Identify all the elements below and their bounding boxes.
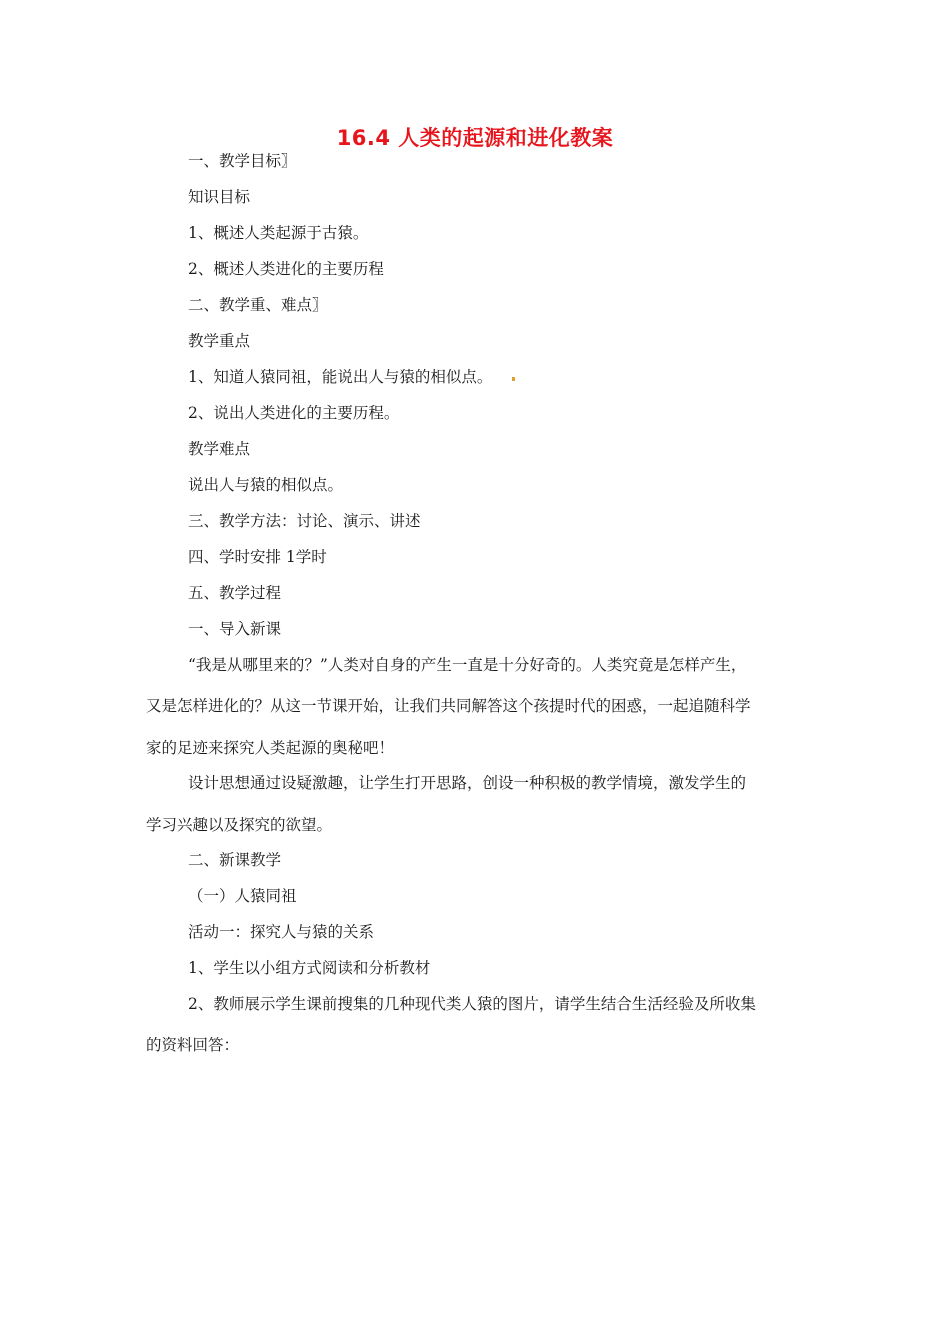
key-point-item-2: 2、说出人类进化的主要历程。 (188, 404, 400, 422)
activity-step-2-line-2: 的资料回答： (146, 1036, 240, 1054)
design-paragraph-line-1: 设计思想通过设疑激趣，让学生打开思路，创设一种积极的教学情境，激发学生的 (188, 774, 747, 792)
section-heading-objectives: 一、教学目标〗 (188, 152, 297, 170)
intro-paragraph-line-2: 又是怎样进化的？从这一节课开始，让我们共同解答这个孩提时代的困惑，一起追随科学 (146, 697, 751, 715)
section-heading-process: 五、教学过程 (188, 584, 282, 602)
difficulty-item: 说出人与猿的相似点。 (188, 476, 344, 494)
subheading-common-ancestor: （一）人猿同祖 (188, 887, 297, 905)
subheading-knowledge-objectives: 知识目标 (188, 188, 251, 206)
activity-step-1: 1、学生以小组方式阅读和分析教材 (188, 959, 431, 977)
intro-paragraph-line-3: 家的足迹来探究人类起源的奥秘吧！ (146, 739, 395, 757)
section-heading-schedule: 四、学时安排 1学时 (188, 548, 327, 566)
scan-mark (512, 377, 515, 381)
design-paragraph-line-2: 学习兴趣以及探究的欲望。 (146, 816, 333, 834)
subheading-new-lesson: 二、新课教学 (188, 851, 282, 869)
section-heading-key-points: 二、教学重、难点〗 (188, 296, 328, 314)
objective-item-1: 1、概述人类起源于古猿。 (188, 224, 369, 242)
section-heading-methods: 三、教学方法：讨论、演示、讲述 (188, 512, 421, 530)
subheading-difficulties: 教学难点 (188, 440, 251, 458)
key-point-item-1: 1、知道人猿同祖，能说出人与猿的相似点。 (188, 368, 493, 386)
activity-step-2-line-1: 2、教师展示学生课前搜集的几种现代类人猿的图片，请学生结合生活经验及所收集 (188, 995, 756, 1013)
subheading-introduction: 一、导入新课 (188, 620, 282, 638)
activity-one-heading: 活动一：探究人与猿的关系 (188, 923, 375, 941)
document-title: 16.4 人类的起源和进化教案 (336, 126, 614, 150)
objective-item-2: 2、概述人类进化的主要历程 (188, 260, 384, 278)
intro-paragraph-line-1: “我是从哪里来的？”人类对自身的产生一直是十分好奇的。人类究竟是怎样产生， (188, 656, 747, 674)
subheading-key-points: 教学重点 (188, 332, 251, 350)
